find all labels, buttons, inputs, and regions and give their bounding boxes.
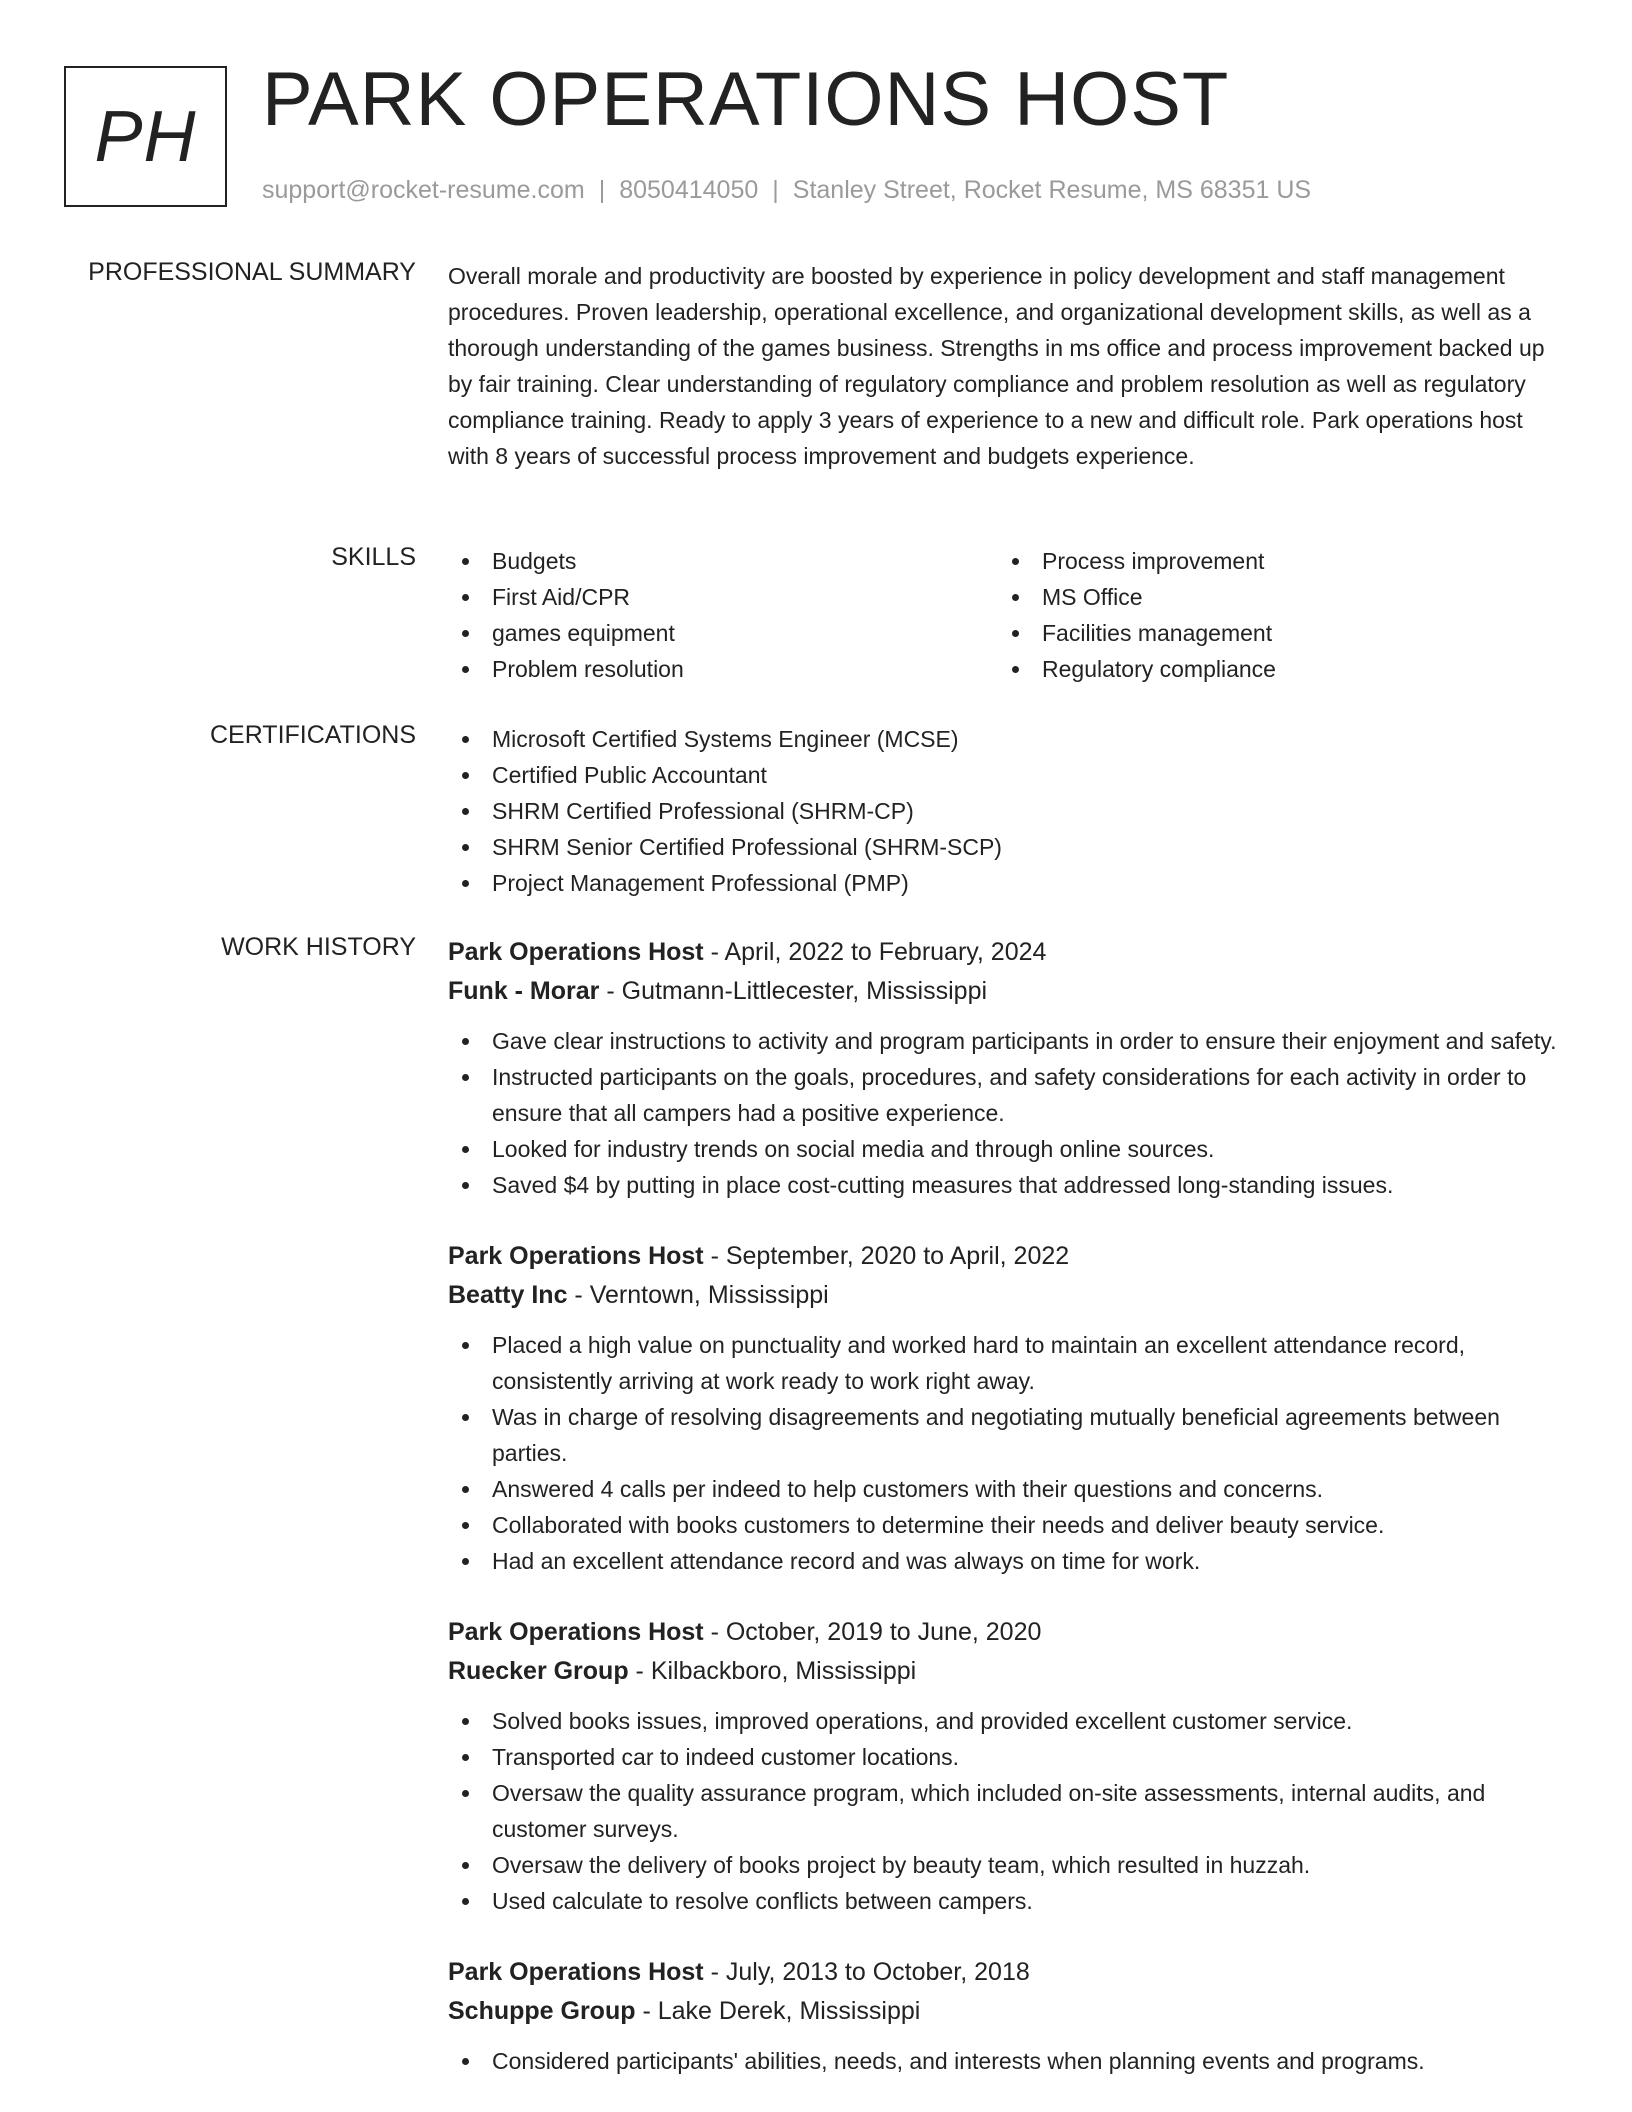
summary-text: Overall morale and productivity are boosted by experience in policy development and staff management procedures. Proven leadership, operational excellence, and organizational development skills, as well as a thorough understanding of the games business. Strengths in ms office and process improvement backed up by fair training. Clear understanding of regulatory compliance and problem resolution as well as regulatory compliance training. Ready to apply 3 years of experience to a new and difficult role. Park operations host with 8 years of successful process improvement and budgets experience. bbox=[448, 263, 1545, 469]
job-title-line bbox=[448, 933, 1564, 972]
job-company-line bbox=[448, 1276, 1564, 1315]
monogram-initials: PH bbox=[94, 96, 197, 177]
job-dates: - September, 2020 to April, 2022 bbox=[703, 1242, 1070, 1270]
job-entry bbox=[448, 1953, 1564, 2079]
resume-title: PARK OPERATIONS HOST bbox=[262, 57, 1230, 142]
job-duty-item: Transported car to indeed customer locations. bbox=[448, 1739, 1564, 1775]
job-title-line bbox=[448, 1613, 1564, 1652]
certification-item: SHRM Certified Professional (SHRM-CP) bbox=[448, 793, 1564, 829]
skills-list-right bbox=[998, 543, 1548, 687]
job-dates: - October, 2019 to June, 2020 bbox=[703, 1618, 1042, 1646]
certification-item: Microsoft Certified Systems Engineer (MCSE) bbox=[448, 721, 1564, 757]
section-label-certifications: CERTIFICATIONS bbox=[209, 721, 416, 749]
skill-item: Problem resolution bbox=[448, 651, 998, 687]
job-duty-item: Collaborated with books customers to determine their needs and deliver beauty service. bbox=[448, 1507, 1564, 1543]
contact-separator: | bbox=[598, 176, 606, 204]
work-history-body bbox=[448, 933, 1564, 2112]
job-dates: - July, 2013 to October, 2018 bbox=[703, 1958, 1030, 1986]
skill-item: Regulatory compliance bbox=[998, 651, 1548, 687]
summary-body bbox=[448, 258, 1564, 474]
monogram-box bbox=[64, 66, 227, 207]
certification-item: Project Management Professional (PMP) bbox=[448, 865, 1564, 901]
job-company: Beatty Inc bbox=[448, 1281, 568, 1309]
job-duty-item: Saved $4 by putting in place cost-cutting measures that addressed long-standing issues. bbox=[448, 1167, 1564, 1203]
job-title-line bbox=[448, 1237, 1564, 1276]
job-company: Ruecker Group bbox=[448, 1657, 629, 1685]
section-label-summary: PROFESSIONAL SUMMARY bbox=[88, 258, 416, 286]
contact-phone[interactable]: 8050414050 bbox=[619, 176, 759, 204]
certifications-body bbox=[448, 721, 1564, 901]
skill-item: Process improvement bbox=[998, 543, 1548, 579]
contact-address: Stanley Street, Rocket Resume, MS 68351 US bbox=[792, 176, 1312, 204]
skills-body bbox=[448, 543, 1564, 687]
certification-item: SHRM Senior Certified Professional (SHRM-SCP) bbox=[448, 829, 1564, 865]
job-entry bbox=[448, 1237, 1564, 1579]
skills-list-left bbox=[448, 543, 998, 687]
job-company-line bbox=[448, 1992, 1564, 2031]
job-duties-list bbox=[448, 1023, 1564, 1203]
job-location: - Lake Derek, Mississippi bbox=[635, 1997, 921, 2025]
job-title: Park Operations Host bbox=[448, 938, 704, 966]
job-duty-item: Used calculate to resolve conflicts between campers. bbox=[448, 1883, 1564, 1919]
contact-line bbox=[262, 176, 1311, 205]
job-duty-item: Instructed participants on the goals, procedures, and safety considerations for each activity in order to ensure that all campers had a positive experience. bbox=[448, 1059, 1564, 1131]
job-company-line bbox=[448, 972, 1564, 1011]
job-duty-item: Answered 4 calls per indeed to help customers with their questions and concerns. bbox=[448, 1471, 1564, 1507]
job-title: Park Operations Host bbox=[448, 1958, 704, 1986]
job-duties-list bbox=[448, 1703, 1564, 1919]
job-duties-list bbox=[448, 1327, 1564, 1579]
contact-separator: | bbox=[772, 176, 779, 204]
job-title: Park Operations Host bbox=[448, 1242, 704, 1270]
job-entry bbox=[448, 1613, 1564, 1919]
job-duty-item: Was in charge of resolving disagreements and negotiating mutually beneficial agreements between parties. bbox=[448, 1399, 1564, 1471]
skill-item: Budgets bbox=[448, 543, 998, 579]
skill-item: games equipment bbox=[448, 615, 998, 651]
job-duty-item: Considered participants' abilities, needs, and interests when planning events and programs. bbox=[448, 2043, 1564, 2079]
job-entry bbox=[448, 933, 1564, 1203]
job-duty-item: Had an excellent attendance record and was always on time for work. bbox=[448, 1543, 1564, 1579]
section-label-skills: SKILLS bbox=[331, 543, 416, 571]
certifications-list bbox=[448, 721, 1564, 901]
job-duty-item: Oversaw the quality assurance program, which included on-site assessments, internal audits, and customer surveys. bbox=[448, 1775, 1564, 1847]
job-title: Park Operations Host bbox=[448, 1618, 704, 1646]
job-company: Funk - Morar bbox=[448, 977, 600, 1005]
job-duty-item: Solved books issues, improved operations, and provided excellent customer service. bbox=[448, 1703, 1564, 1739]
job-duties-list bbox=[448, 2043, 1564, 2079]
job-location: - Verntown, Mississippi bbox=[567, 1281, 829, 1309]
skill-item: First Aid/CPR bbox=[448, 579, 998, 615]
certification-item: Certified Public Accountant bbox=[448, 757, 1564, 793]
job-dates: - April, 2022 to February, 2024 bbox=[703, 938, 1047, 966]
job-location: - Gutmann-Littlecester, Mississippi bbox=[599, 977, 988, 1005]
section-label-work-history: WORK HISTORY bbox=[221, 933, 416, 961]
job-title-line bbox=[448, 1953, 1564, 1992]
job-duty-item: Gave clear instructions to activity and program participants in order to ensure their enjoyment and safety. bbox=[448, 1023, 1564, 1059]
job-location: - Kilbackboro, Mississippi bbox=[628, 1657, 917, 1685]
skill-item: Facilities management bbox=[998, 615, 1548, 651]
job-company: Schuppe Group bbox=[448, 1997, 636, 2025]
job-company-line bbox=[448, 1652, 1564, 1691]
job-duty-item: Looked for industry trends on social media and through online sources. bbox=[448, 1131, 1564, 1167]
job-duty-item: Placed a high value on punctuality and worked hard to maintain an excellent attendance record, consistently arriving at work ready to work right away. bbox=[448, 1327, 1564, 1399]
job-duty-item: Oversaw the delivery of books project by beauty team, which resulted in huzzah. bbox=[448, 1847, 1564, 1883]
skill-item: MS Office bbox=[998, 579, 1548, 615]
contact-email[interactable]: support@rocket-resume.com bbox=[262, 176, 585, 204]
